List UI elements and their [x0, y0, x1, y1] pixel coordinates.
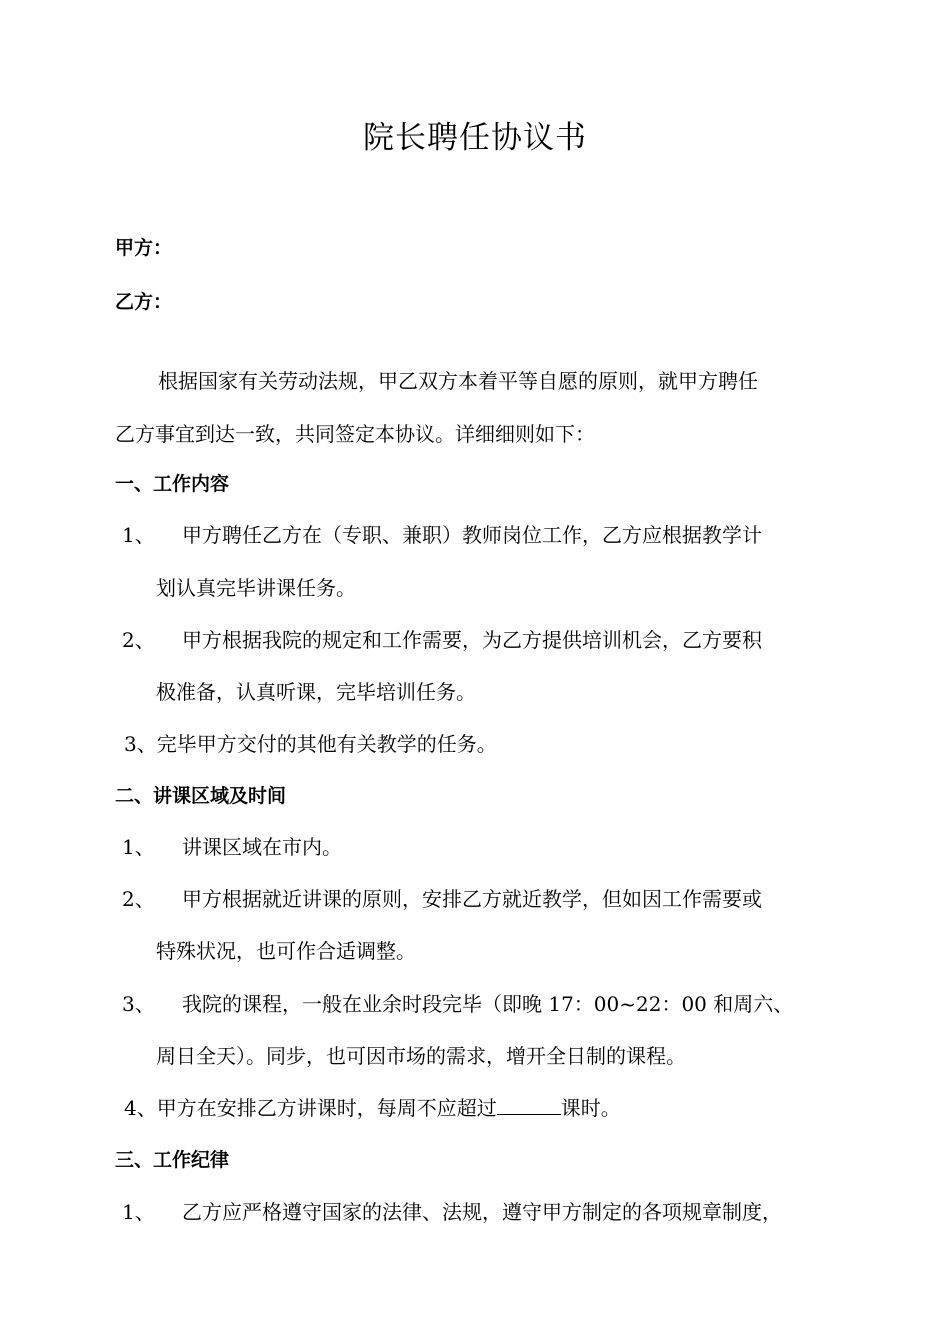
item-text: 讲课区域在市内。 [182, 835, 342, 859]
item-text: 4、甲方在安排乙方讲课时，每周不应超过 [124, 1096, 497, 1120]
intro-line-1: 根据国家有关劳动法规，甲乙双方本着平等自愿的原则，就甲方聘任 [158, 369, 758, 393]
document-title: 院长聘任协议书 [363, 120, 587, 156]
item-text: 乙方应严格遵守国家的法律、法规，遵守甲方制定的各项规章制度， [182, 1200, 782, 1224]
item-text: 甲方根据就近讲课的原则，安排乙方就近教学，但如因工作需要或 [182, 887, 762, 911]
item-text: 课时。 [560, 1096, 621, 1120]
item-with-blank [124, 1094, 621, 1122]
party-a-label: 甲方： [115, 237, 173, 259]
section-heading-3: 三、工作纪律 [115, 1149, 230, 1171]
item-text: 3、完毕甲方交付的其他有关教学的任务。 [124, 732, 497, 756]
item-number: 2、 [122, 887, 155, 911]
item-text: 甲方根据我院的规定和工作需要，为乙方提供培训机会，乙方要积 [182, 628, 762, 652]
section-heading-1: 一、工作内容 [115, 473, 230, 495]
item-text-continued: 周日全天）。同步，也可因市场的需求，增开全日制的课程。 [156, 1044, 686, 1068]
item-text-continued: 特殊状况，也可作合适调整。 [156, 939, 416, 963]
party-b-label: 乙方： [115, 291, 173, 313]
item-text-continued: 划认真完毕讲课任务。 [156, 576, 356, 600]
item-number: 1、 [122, 1200, 155, 1224]
item-number: 1、 [122, 523, 155, 547]
item-text: 甲方聘任乙方在（专职、兼职）教师岗位工作，乙方应根据教学计 [182, 523, 762, 547]
item-number: 1、 [122, 835, 155, 859]
item-text-continued: 极准备，认真听课，完毕培训任务。 [156, 680, 476, 704]
item-number: 3、 [122, 992, 155, 1016]
item-number: 2、 [122, 628, 155, 652]
section-heading-2: 二、讲课区域及时间 [115, 785, 287, 807]
intro-line-2: 乙方事宜到达一致，共同签定本协议。详细细则如下： [115, 422, 595, 446]
item-text: 我院的课程，一般在业余时段完毕（即晚 17：00~22：00 和周六、 [182, 992, 794, 1016]
fill-in-blank[interactable] [497, 1096, 561, 1115]
